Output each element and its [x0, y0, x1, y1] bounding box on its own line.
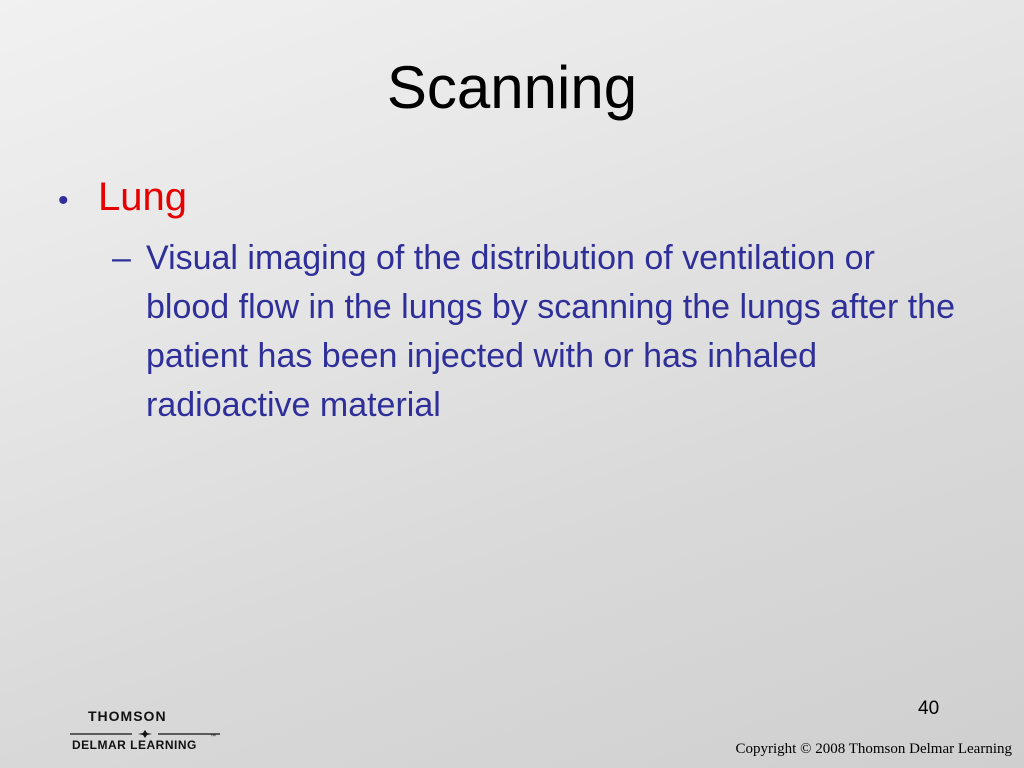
- copyright-notice: Copyright © 2008 Thomson Delmar Learning: [735, 741, 1012, 757]
- logo-bottom-text: DELMAR LEARNING: [72, 738, 197, 752]
- bullet-text: Lung: [98, 175, 187, 219]
- sub-bullet-text: Visual imaging of the distribution of ventilation or blood flow in the lungs by scanning the lungs after the patient has been injected with or has inhaled radioactive material: [146, 239, 955, 424]
- publisher-logo: [70, 708, 230, 756]
- bullet-item-lung: [58, 172, 187, 222]
- logo-trademark: ™: [210, 734, 216, 740]
- sub-bullet-dash: –: [112, 239, 131, 277]
- logo-top-text: THOMSON: [88, 708, 167, 724]
- star-divider-icon: [70, 730, 220, 738]
- page-number: 40: [918, 698, 940, 719]
- bullet-dot: •: [58, 184, 69, 217]
- slide-title: Scanning: [386, 54, 638, 121]
- sub-bullet-item: [112, 234, 972, 430]
